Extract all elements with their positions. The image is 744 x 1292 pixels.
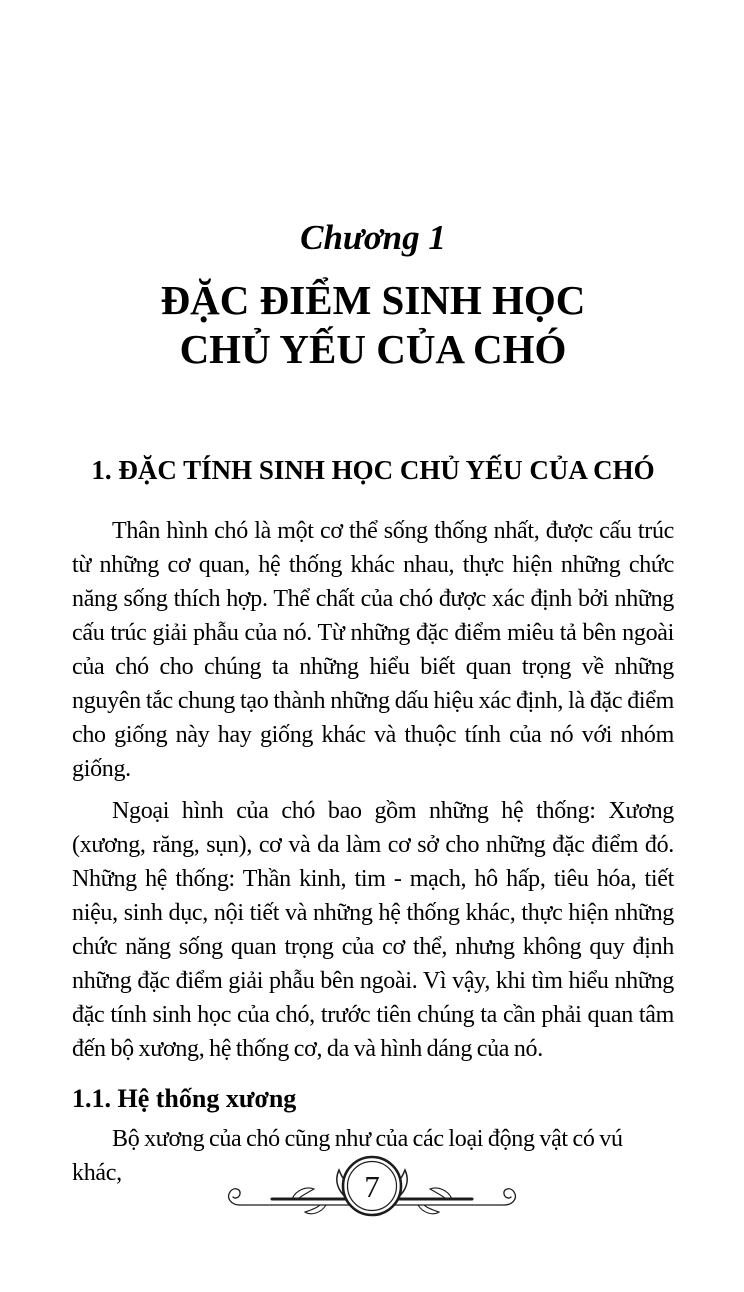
page-number: 7 [364, 1169, 380, 1204]
chapter-title [72, 276, 674, 374]
chapter-label: Chương 1 [300, 218, 446, 257]
subsection-heading: 1.1. Hệ thống xương [72, 1084, 297, 1113]
subsection-paragraph: Bộ xương của chó cũng như của các loại động vật có vú khác, [72, 1126, 623, 1186]
footer-ornament [222, 1142, 522, 1242]
body-paragraph-2: Ngoại hình của chó bao gồm những hệ thống: Xương (xương, răng, sụn), cơ và da làm cơ sở cho những đặc điểm đó. Những hệ thống: Thần kinh, tim - mạch, hô hấp, tiêu hóa, tiết niệu, sinh dục, nội tiết và những hệ thống khác, thực hiện những chức năng sống quan trọng của cơ thể, nhưng không quy định những đặc điểm giải phẫu bên ngoài. Vì vậy, khi tìm hiểu những đặc tính sinh học của chó, trước tiên chúng ta cần phải quan tâm đến bộ xương, hệ thống cơ, da và hình dáng của nó. [72, 798, 674, 1062]
ornament-flourish-graphic [222, 1142, 522, 1242]
body-paragraph-1: Thân hình chó là một cơ thể sống thống nhất, được cấu trúc từ những cơ quan, hệ thống khác nhau, thực hiện những chức năng sống thích hợp. Thể chất của chó được xác định bởi những cấu trúc giải phẫu của nó. Từ những đặc điểm miêu tả bên ngoài của chó cho chúng ta những hiểu biết quan trọng về những nguyên tắc chung tạo thành những dấu hiệu xác định, là đặc điểm cho giống này hay giống khác và thuộc tính của nó với nhóm giống. [72, 518, 674, 782]
section-heading: 1. ĐẶC TÍNH SINH HỌC CHỦ YẾU CỦA CHÓ [91, 455, 655, 485]
chapter-title-line1: ĐẶC ĐIỂM SINH HỌC [160, 277, 586, 323]
chapter-title-line2: CHỦ YẾU CỦA CHÓ [179, 326, 567, 372]
